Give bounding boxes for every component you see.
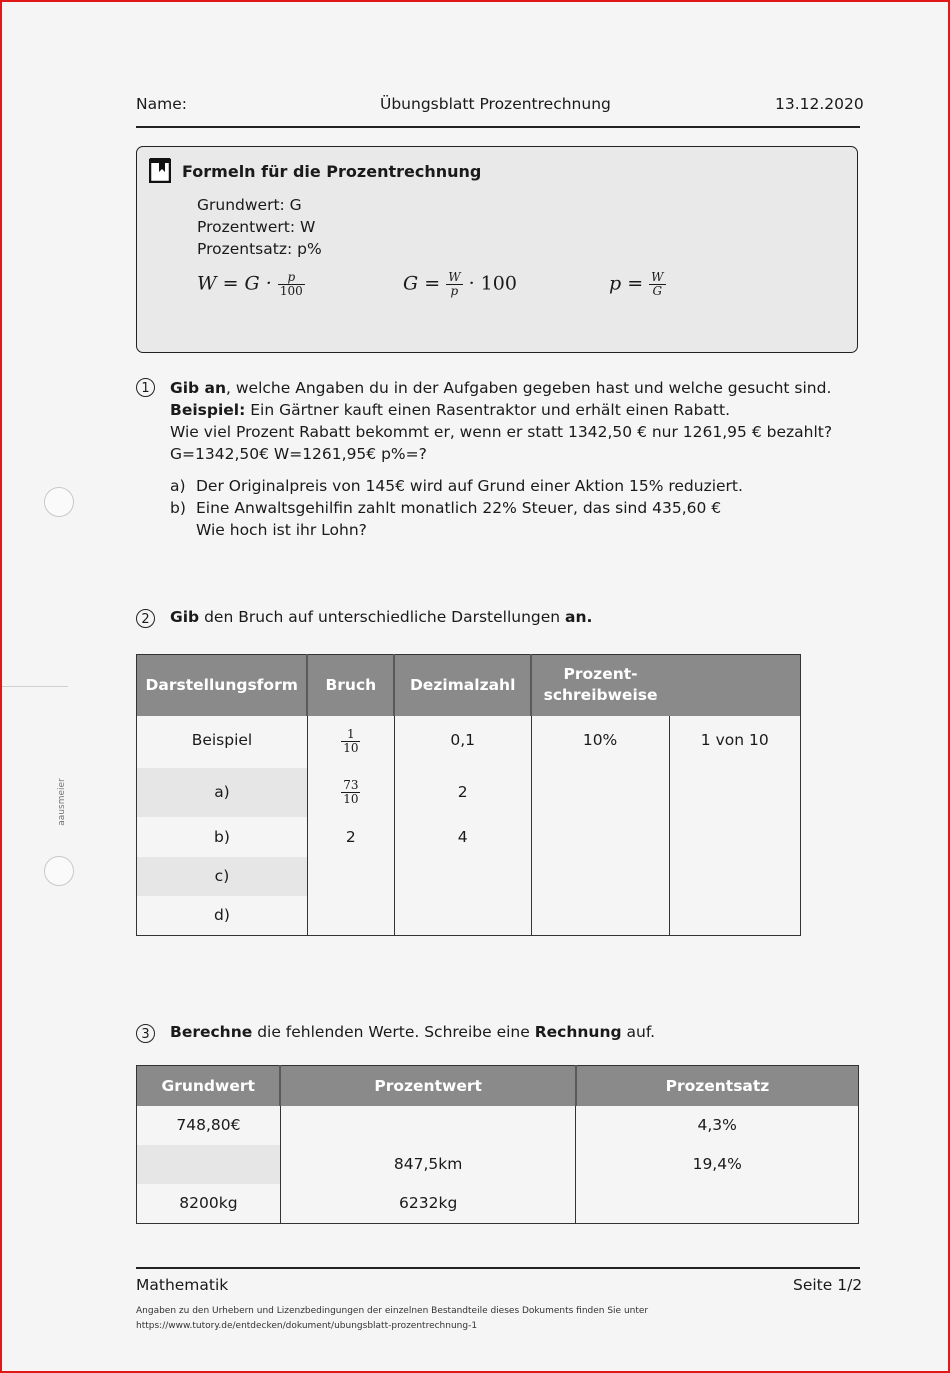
task-3-text: Berechne die fehlenden Werte. Schreibe eine Rechnung auf.	[170, 1023, 656, 1041]
fraction-table-header	[137, 655, 801, 716]
column-header-dezimalzahl: Dezimalzahl	[394, 655, 531, 716]
footer-subject: Mathematik	[136, 1276, 229, 1294]
formula-prozentsatz: p = $\frac{W}{G}$	[609, 270, 664, 298]
formula-definitions	[197, 194, 322, 260]
table-row: 8200kg 6232kg	[137, 1184, 859, 1224]
table-row: c)	[137, 857, 801, 896]
punch-hole-bottom	[44, 856, 74, 886]
bookmark-icon	[149, 157, 171, 183]
table-row: Beispiel $\frac{1}{10}$ 0,1 10% 1 von 10	[137, 716, 801, 768]
header-rule	[136, 126, 860, 128]
task-2-number: 2	[136, 609, 155, 628]
author-label: aausmeier	[57, 778, 67, 826]
name-label: Name:	[136, 95, 187, 113]
table-row: 847,5km 19,4%	[137, 1145, 859, 1184]
column-header-darstellungsform: Darstellungsform	[137, 655, 308, 716]
column-header-prozentsatz: Prozentsatz	[576, 1066, 859, 1106]
column-header-grundwert: Grundwert	[137, 1066, 281, 1106]
table-row: 748,80€ 4,3%	[137, 1106, 859, 1145]
worksheet-title: Übungsblatt Prozentrechnung	[380, 95, 611, 113]
column-header-extra	[669, 655, 801, 716]
fraction-table	[136, 654, 801, 936]
task-1-subtasks: a) Der Originalpreis von 145€ wird auf Grund einer Aktion 15% reduziert. b) Eine Anwaltsgehilfin zahlt monatlich 22% Steuer, das sind 435,60 € Wie hoch ist ihr Lohn?	[170, 477, 743, 539]
footer-credits: Angaben zu den Urhebern und Lizenzbedingungen der einzelnen Bestandteile dieses Dokuments finden Sie unter https://www.tutory.de/entdecken/dokument/ubungsblatt-prozentrechnung-1	[136, 1306, 649, 1331]
task-1-number: 1	[136, 378, 155, 397]
formula-box	[136, 146, 858, 353]
column-header-prozentwert: Prozentwert	[280, 1066, 576, 1106]
task-1-text: Gib an, welche Angaben du in der Aufgaben gegeben hast und welche gesucht sind. Beispiel: Ein Gärtner kauft einen Rasentraktor und erhält einen Rabatt. Wie viel Prozent Rabatt bekommt er, wenn er statt 1342,50 € nur 1261,95 € bezahlt? G=1342,50€ W=1261,95€ p%=?	[170, 379, 833, 463]
formula-box-title: Formeln für die Prozentrechnung	[182, 162, 482, 181]
fold-mark	[2, 686, 68, 687]
definition-prozentsatz: Prozentsatz: p%	[197, 240, 322, 258]
table-row: b) 2 4	[137, 817, 801, 857]
percent-table	[136, 1065, 859, 1224]
task-3-number: 3	[136, 1024, 155, 1043]
table-row: d)	[137, 896, 801, 936]
worksheet-date: 13.12.2020	[775, 95, 864, 113]
definition-prozentwert: Prozentwert: W	[197, 218, 316, 236]
table-row: a) $\frac{73}{10}$ 2	[137, 768, 801, 817]
formula-prozentwert: W = G · $\frac{p}{100}$	[197, 270, 303, 298]
column-header-prozent: Prozent- schreibweise	[531, 655, 669, 716]
percent-table-header	[137, 1066, 859, 1106]
footer-rule	[136, 1267, 860, 1269]
column-header-bruch: Bruch	[307, 655, 394, 716]
footer-page-number: Seite 1/2	[793, 1276, 863, 1294]
punch-hole-top	[44, 487, 74, 517]
formula-grundwert: G = $\frac{W}{p}$ · 100	[403, 270, 517, 298]
task-2-text: Gib den Bruch auf unterschiedliche Darstellungen an.	[170, 608, 593, 626]
definition-grundwert: Grundwert: G	[197, 196, 302, 214]
